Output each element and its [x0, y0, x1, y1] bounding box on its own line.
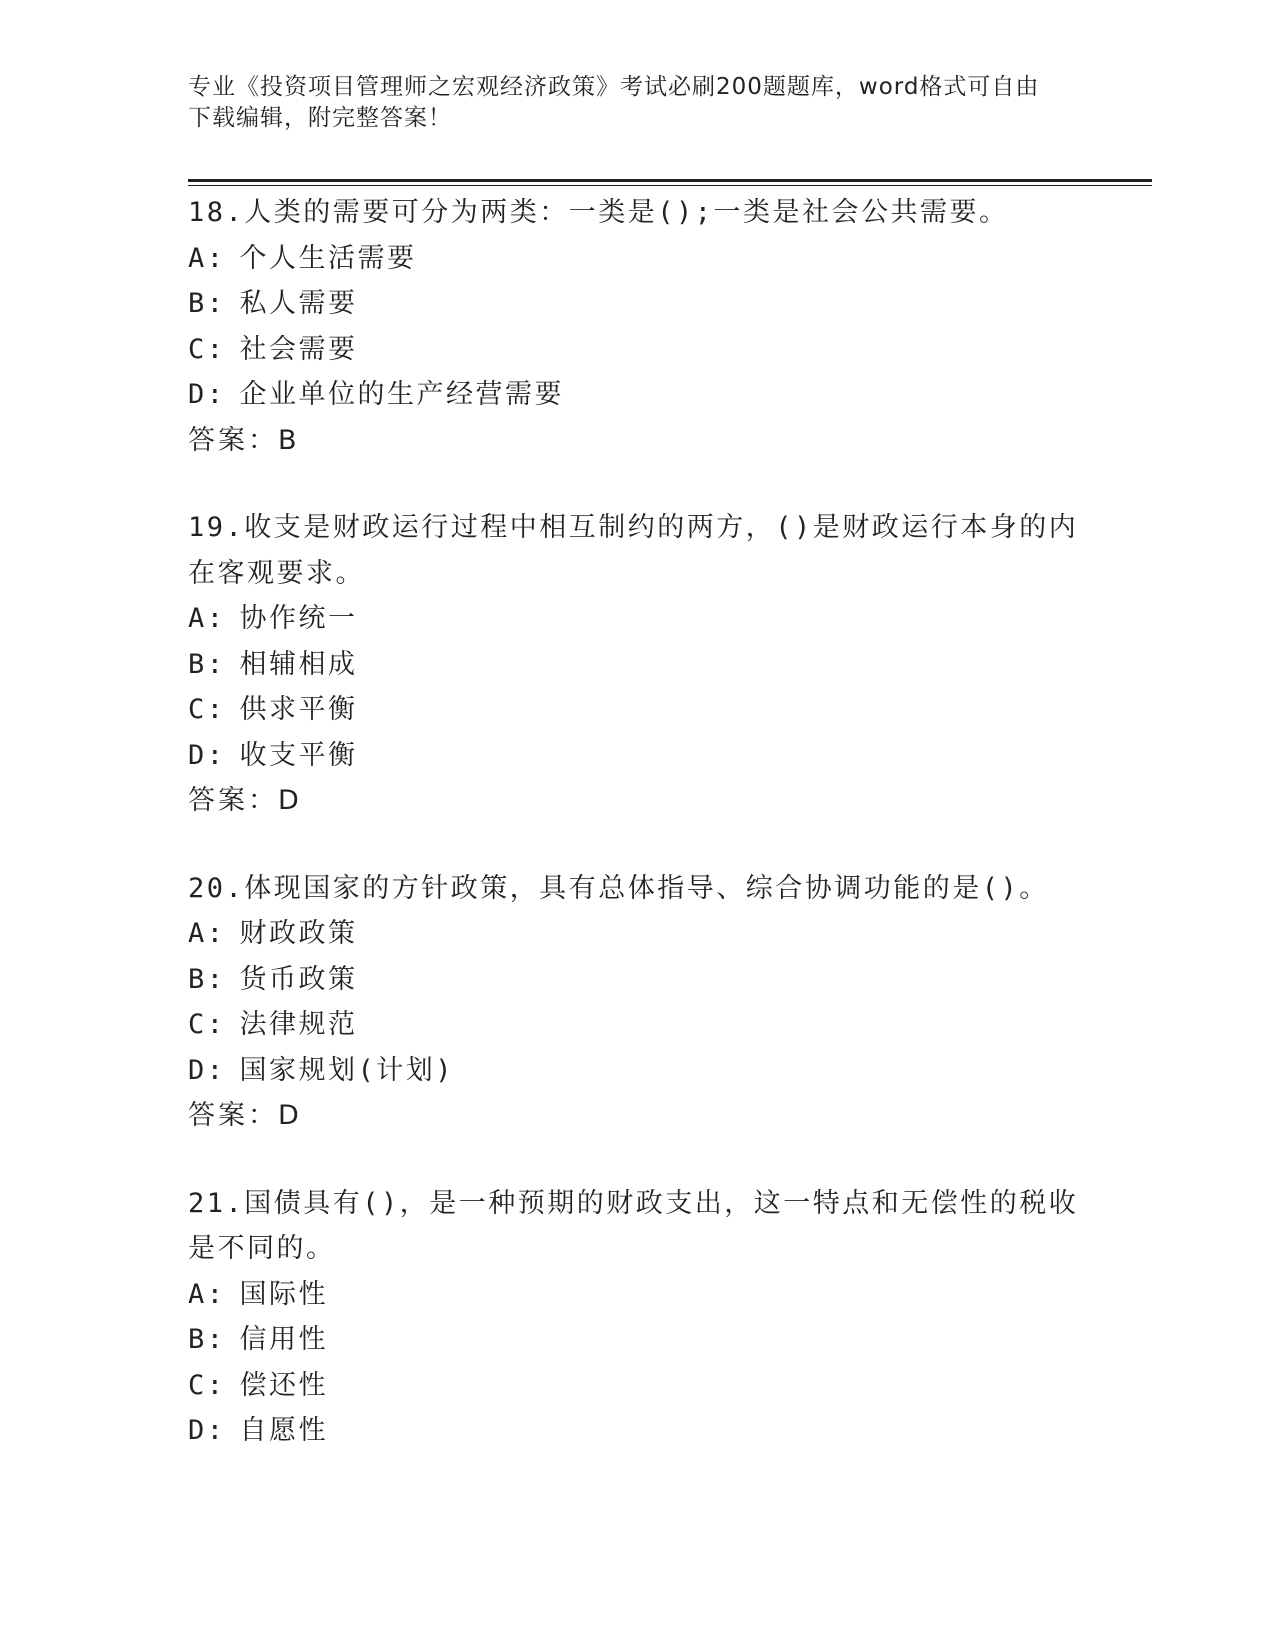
- question-body: 人类的需要可分为两类：一类是();一类是社会公共需要。: [244, 197, 1009, 228]
- option-text: 信用性: [239, 1324, 329, 1355]
- option-key: B:: [188, 648, 226, 680]
- option-text: 私人需要: [239, 288, 358, 319]
- option-a: [188, 236, 1088, 282]
- option-key: A:: [188, 918, 226, 949]
- option-key: B:: [188, 963, 226, 995]
- option-b: [188, 281, 1088, 327]
- option-b: [188, 957, 1088, 1003]
- option-key: C:: [188, 1369, 226, 1401]
- option-key: D:: [188, 739, 226, 771]
- question-text: [188, 505, 1088, 596]
- question-number: 20.: [188, 872, 245, 904]
- option-c: [188, 1002, 1088, 1048]
- answer-line: 答案：B: [188, 424, 300, 456]
- option-c: [188, 687, 1088, 733]
- option-text: 企业单位的生产经营需要: [239, 379, 565, 410]
- question-body: 收支是财政运行过程中相互制约的两方，()是财政运行本身的内在客观要求。: [188, 512, 1079, 589]
- option-text: 法律规范: [239, 1009, 358, 1040]
- question-number: 18.: [188, 197, 245, 228]
- option-text: 货币政策: [239, 963, 358, 995]
- option-a: [188, 911, 1088, 957]
- option-a: [188, 596, 1088, 642]
- question-20: [188, 866, 1088, 1139]
- option-text: 相辅相成: [239, 648, 358, 680]
- option-key: D:: [188, 1054, 226, 1086]
- option-text: 国际性: [239, 1278, 329, 1310]
- option-c: [188, 1363, 1088, 1409]
- option-key: A:: [188, 603, 226, 634]
- option-b: [188, 1317, 1088, 1363]
- option-a: [188, 1272, 1088, 1318]
- question-text: [188, 866, 1088, 912]
- option-text: 社会需要: [239, 333, 358, 365]
- option-text: 收支平衡: [239, 739, 358, 771]
- question-text: [188, 190, 1088, 236]
- question-body: 国债具有()，是一种预期的财政支出，这一特点和无偿性的税收是不同的。: [188, 1187, 1079, 1264]
- document-header: [188, 72, 1088, 134]
- answer-line: 答案：D: [188, 785, 302, 816]
- option-text: 自愿性: [239, 1415, 329, 1446]
- option-key: C:: [188, 333, 226, 365]
- question-list: [188, 190, 1088, 1496]
- question-number: 19.: [188, 512, 245, 543]
- option-d: [188, 1408, 1088, 1454]
- option-text: 协作统一: [239, 603, 358, 634]
- header-line-2: 下载编辑，附完整答案！: [188, 105, 452, 131]
- option-c: [188, 327, 1088, 373]
- header-divider-thick: [188, 179, 1152, 182]
- question-19: [188, 505, 1088, 824]
- header-divider-thin: [188, 185, 1152, 186]
- option-text: 个人生活需要: [239, 242, 417, 274]
- option-key: A:: [188, 242, 226, 274]
- option-d: [188, 1048, 1088, 1094]
- question-text: [188, 1181, 1088, 1272]
- question-number: 21.: [188, 1187, 245, 1219]
- answer-line: 答案：D: [188, 1100, 302, 1131]
- option-key: A:: [188, 1278, 226, 1310]
- option-key: C:: [188, 694, 226, 725]
- option-d: [188, 733, 1088, 779]
- option-text: 供求平衡: [239, 694, 358, 725]
- option-key: B:: [188, 1324, 226, 1355]
- option-text: 偿还性: [239, 1369, 329, 1401]
- header-line-1: 专业《投资项目管理师之宏观经济政策》考试必刷200题题库，word格式可自由: [188, 74, 1040, 100]
- option-key: B:: [188, 288, 226, 319]
- option-text: 国家规划(计划): [239, 1054, 455, 1086]
- option-key: D:: [188, 1415, 226, 1446]
- option-b: [188, 642, 1088, 688]
- option-text: 财政政策: [239, 918, 358, 949]
- option-d: [188, 372, 1088, 418]
- option-key: C:: [188, 1009, 226, 1040]
- question-21: [188, 1181, 1088, 1454]
- question-18: [188, 190, 1088, 463]
- option-key: D:: [188, 379, 226, 410]
- question-body: 体现国家的方针政策，具有总体指导、综合协调功能的是()。: [244, 872, 1049, 904]
